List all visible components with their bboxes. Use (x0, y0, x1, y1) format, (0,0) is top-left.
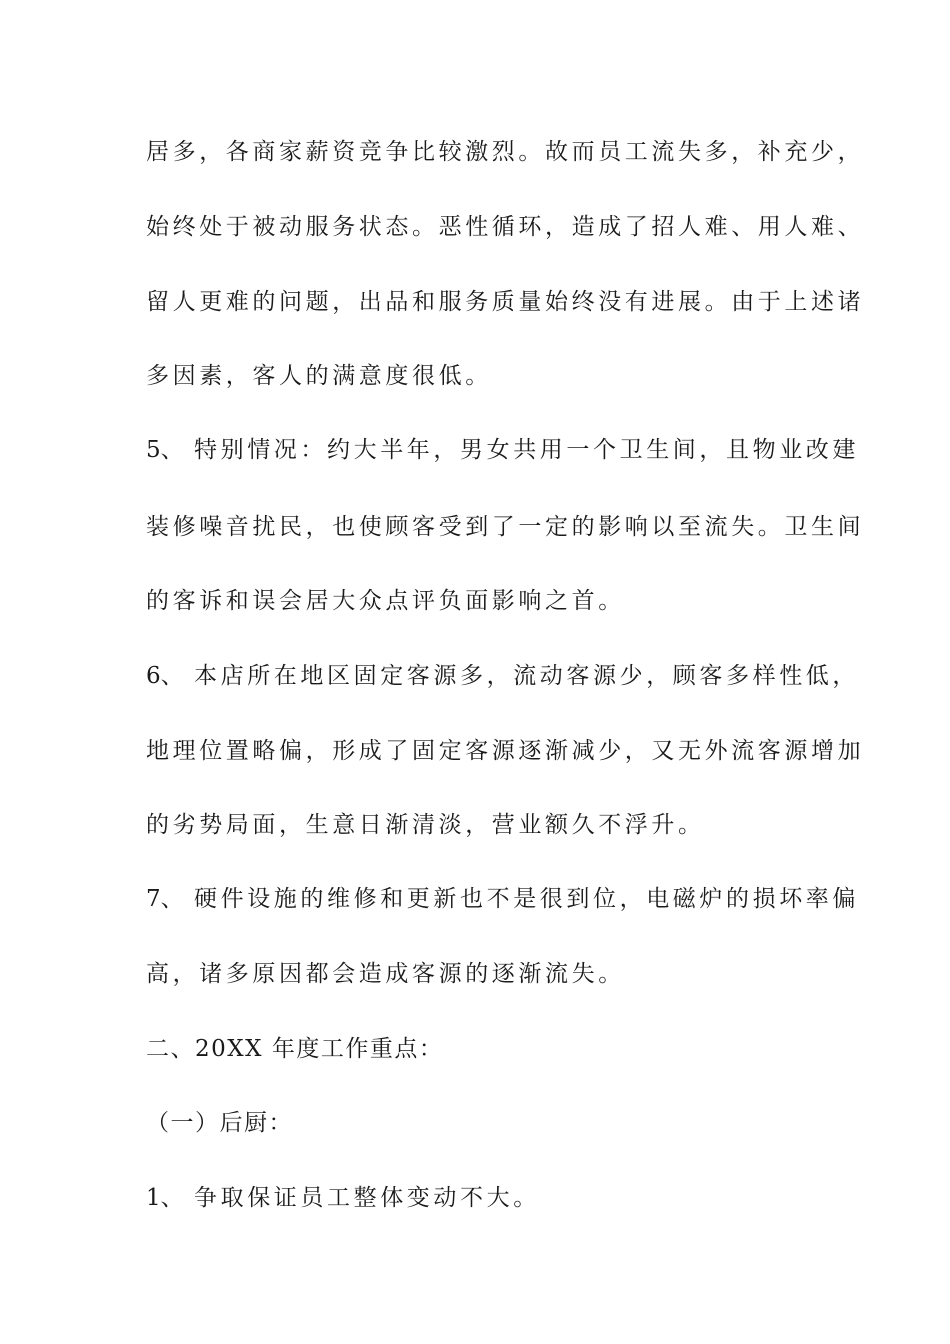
list-item-text: 特别情况：约大半年，男女共用一个卫生间，且物业改建 (194, 437, 859, 463)
list-item-text: 争取保证员工整体变动不大。 (194, 1185, 540, 1211)
list-item-1 (146, 1183, 816, 1213)
list-number: 7、 (146, 886, 184, 912)
body-text-line: 地理位置略偏，形成了固定客源逐渐减少，又无外流客源增加 (146, 738, 865, 764)
body-text-line: 的客诉和误会居大众点评负面影响之首。 (146, 588, 625, 614)
body-text-line: 始终处于被动服务状态。恶性循环，造成了招人难、用人难、 (146, 214, 865, 240)
list-number: 1、 (146, 1185, 184, 1211)
list-number: 5、 (146, 437, 184, 463)
body-text-line: 高，诸多原因都会造成客源的逐渐流失。 (146, 961, 625, 987)
section-heading: 二、20XX 年度工作重点： (146, 1036, 444, 1062)
list-number: 6、 (146, 663, 184, 689)
list-item-text: 本店所在地区固定客源多，流动客源少，顾客多样性低， (194, 663, 859, 689)
body-text-line: 的劣势局面，生意日渐清淡，营业额久不浮升。 (146, 812, 705, 838)
body-text-line: 多因素，客人的满意度很低。 (146, 363, 492, 389)
body-text-line: 居多，各商家薪资竞争比较激烈。故而员工流失多，补充少， (146, 139, 865, 165)
body-text-line: 留人更难的问题，出品和服务质量始终没有进展。由于上述诸 (146, 289, 865, 315)
list-item-6 (146, 661, 859, 691)
list-item-text: 硬件设施的维修和更新也不是很到位，电磁炉的损坏率偏 (194, 886, 859, 912)
body-text-line: 装修噪音扰民，也使顾客受到了一定的影响以至流失。卫生间 (146, 514, 865, 540)
subsection-heading: （一）后厨： (146, 1110, 293, 1136)
list-item-7 (146, 884, 859, 914)
list-item-5 (146, 435, 859, 465)
